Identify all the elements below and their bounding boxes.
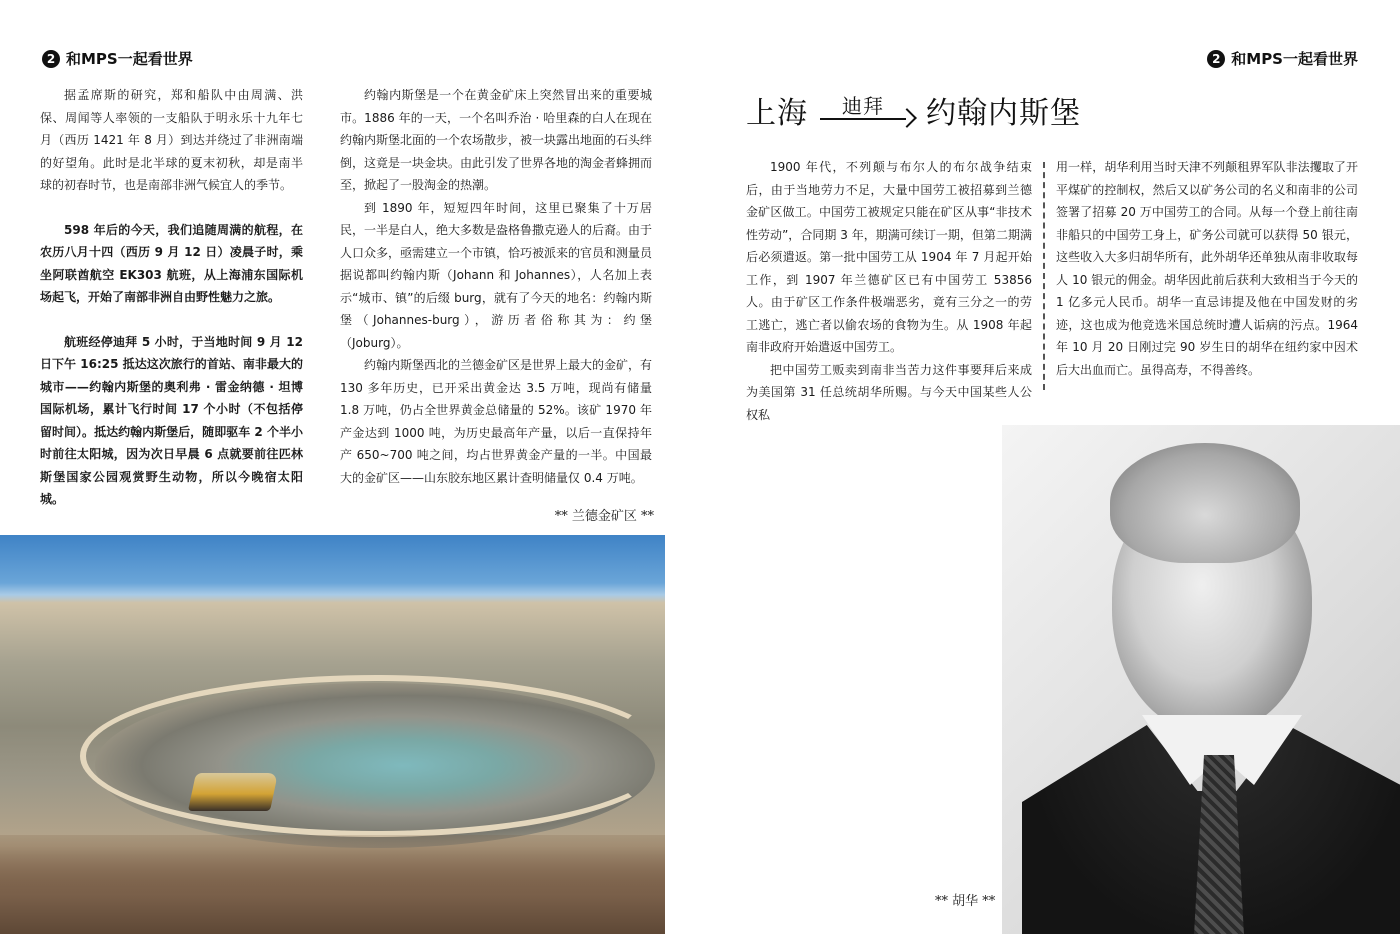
foreground-rocks <box>0 835 665 934</box>
headline-origin: 上海 <box>746 96 808 131</box>
headline-destination: 约翰内斯堡 <box>926 96 1081 131</box>
portrait-caption: ** 胡华 ** <box>935 894 996 909</box>
left-col1-paragraph-3: 航班经停迪拜 5 小时，于当地时间 9 月 12 日下午 16:25 抵达这次旅行的首站、南非最大的城市——约翰内斯堡的奥利弗 · 雷金纳德 · 坦博国际机场，累计飞行时间 17 个小时（不包括停留时间）。抵达约翰内斯堡后，随即驱车 2 个半小时前往太阳城，因为次日早晨 6 点就要前往匹林斯堡国家公园观赏野生动物，所以今晚宿太阳城。 <box>40 334 303 506</box>
left-col1-paragraph-1: 据孟席斯的研究，郑和船队中由周满、洪保、周闻等人率领的一支船队于明永乐十九年七月（西历 1421 年 8 月）到达并绕过了非洲南端的好望角。此时是北半球的夏末初秋，却是南半球的初春时节，也是南部非洲气候宜人的季节。 <box>40 88 303 192</box>
left-column-1 <box>40 84 303 511</box>
arrow-line <box>820 118 906 120</box>
headline-via: 迪拜 <box>842 94 884 118</box>
headline-arrow <box>820 92 916 132</box>
left-section-header <box>42 48 193 69</box>
left-col2-paragraph-2: 到 1890 年，短短四年时间，这里已聚集了十万居民，一半是白人，绝大多数是盎格鲁撒克逊人的后裔。由于人口众多，亟需建立一个市镇，恰巧被派来的官员和测量员据说都叫约翰内斯（Johann 和 Johannes），人名加上表示“城市、镇”的后缀 burg，就有了今天的地名：约翰内斯堡（Johannes-burg），游历者俗称其为：约堡（Joburg）。 <box>340 200 653 350</box>
haul-road <box>80 675 665 837</box>
mining-truck <box>188 773 278 811</box>
right-column-2 <box>1056 156 1358 381</box>
column-divider <box>1043 162 1045 390</box>
left-column-2 <box>340 84 652 489</box>
left-col2-paragraph-3: 约翰内斯堡西北的兰德金矿区是世界上最大的金矿，有 130 多年历史，已开采出黄金达 3.5 万吨，现尚有储量 1.8 万吨，仍占全世界黄金总储量的 52%。该矿 1970 年产金达到 1000 吨，为历史最高年产量，以后一直保持年产 650~700 吨之间，均占世界黄金产量的一半。中国最大的金矿区——山东胶东地区累计查明储量仅 0.4 万吨。 <box>340 358 653 485</box>
portrait-tie <box>1194 755 1244 934</box>
left-section-number: 2 <box>42 50 60 68</box>
left-col2-paragraph-1: 约翰内斯堡是一个在黄金矿床上突然冒出来的重要城市。1886 年的一天，一个名叫乔治 · 哈里森的白人在现在约翰内斯堡北面的一个农场散步，被一块露出地面的石头绊倒，这竟是一块金块。由此引发了世界各地的淘金者蜂拥而至，掀起了一股淘金的热潮。 <box>340 88 653 192</box>
mine-photo-caption: ** 兰德金矿区 ** <box>554 509 654 524</box>
left-col1-paragraph-2: 598 年后的今天，我们追随周满的航程，在农历八月十四（西历 9 月 12 日）凌晨子时，乘坐阿联酋航空 EK303 航班，从上海浦东国际机场起飞，开始了南部非洲自由野性魅力之旅。 <box>40 222 303 304</box>
right-col1-paragraph-1: 1900 年代，不列颠与布尔人的布尔战争结束后，由于当地劳力不足，大量中国劳工被招募到兰德金矿区做工。中国劳工被规定只能在矿区从事“非技术性劳动”，合同期 3 年，期满可续订一期，但第二期满后必须遣返。第一批中国劳工从 1904 年 7 月起开始工作，到 1907 年兰德矿区已有中国劳工 53856 人。由于矿区工作条件极端恶劣，竟有三分之一的劳工逃亡，逃亡者以偷农场的食物为生。从 1908 年起南非政府开始遣返中国劳工。 <box>746 160 1032 354</box>
left-section-title: 和MPS一起看世界 <box>66 50 193 68</box>
article-headline <box>746 88 1081 132</box>
portrait-hair <box>1110 443 1300 563</box>
right-section-header <box>1207 48 1358 69</box>
right-col2-paragraph-1: 用一样，胡华利用当时天津不列颠租界军队非法攫取了开平煤矿的控制权，然后又以矿务公司的名义和南非的公司签署了招募 20 万中国劳工的合同。从每一个登上前往南非船只的中国劳工身上，矿务公司就可以获得 50 银元，这些收入大多归胡华所有，此外胡华还单独从南非收取每人 10 银元的佣金。胡华因此前后获利大致相当于今天的 1 亿多元人民币。胡华一直忌讳提及他在中国发财的劣迹，这也成为他竞选米国总统时遭人诟病的污点。1964 年 10 月 20 日刚过完 90 岁生日的胡华在纽约家中因术后大出血而亡。虽得高寿，不得善终。 <box>1056 160 1358 377</box>
right-section-number: 2 <box>1207 50 1225 68</box>
right-column-1 <box>746 156 1032 426</box>
right-col1-paragraph-2: 把中国劳工贩卖到南非当苦力这件事要拜后来成为美国第 31 任总统胡华所赐。与今天中国某些人公权私 <box>746 362 1032 422</box>
gold-mine-photo <box>0 535 665 934</box>
portrait-photo <box>1002 425 1400 934</box>
right-section-title: 和MPS一起看世界 <box>1231 50 1358 68</box>
